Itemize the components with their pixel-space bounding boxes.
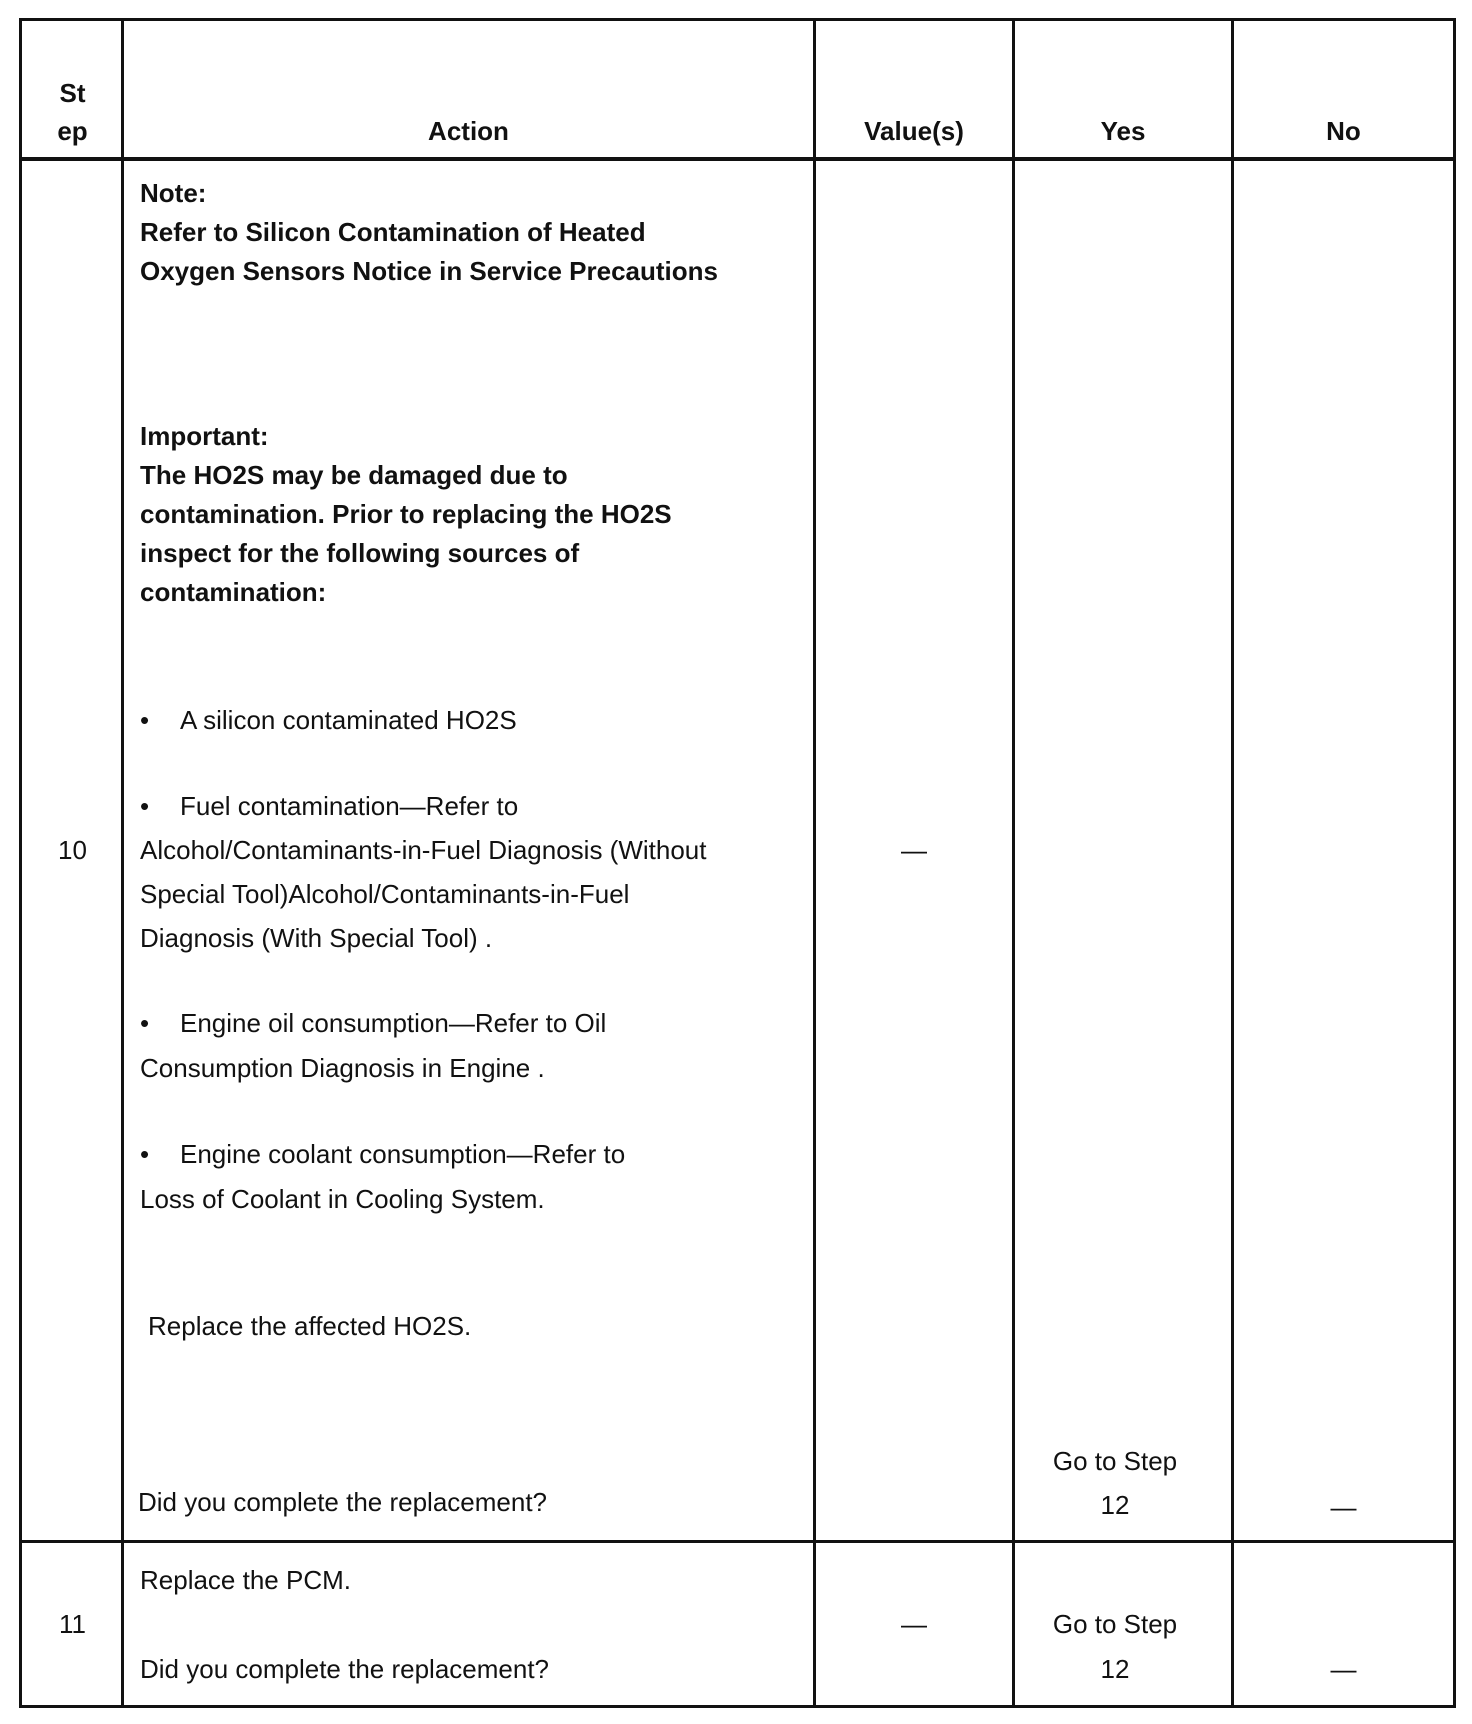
- completion-question: Did you complete the replacement?: [140, 1654, 550, 1684]
- list-item-text: A silicon contaminated HO2S: [180, 705, 517, 735]
- list-item-text: Engine oil consumption—Refer to Oil: [180, 1008, 607, 1038]
- bullet-icon: •: [140, 1008, 150, 1038]
- value-cell: —: [901, 835, 927, 865]
- important-label: Important:: [140, 421, 269, 451]
- yes-cell-line2: 12: [1100, 1490, 1130, 1520]
- column-divider-yes: [1231, 18, 1234, 1708]
- column-divider-right: [1453, 18, 1456, 1708]
- yes-cell-line2: 12: [1100, 1654, 1130, 1684]
- list-item-text: Engine coolant consumption—Refer to: [180, 1139, 626, 1169]
- bullet-icon: •: [140, 791, 150, 821]
- important-text: contamination. Prior to replacing the HO2S: [140, 499, 672, 529]
- action-instruction: Replace the PCM.: [140, 1565, 351, 1595]
- table-border-top: [20, 18, 1456, 21]
- bullet-icon: •: [140, 705, 150, 735]
- row-divider: [20, 1540, 1456, 1543]
- note-label: Note:: [140, 178, 207, 208]
- header-no: No: [1326, 116, 1361, 146]
- note-text: Oxygen Sensors Notice in Service Precautions: [140, 256, 719, 286]
- yes-cell-line1: Go to Step: [1052, 1609, 1178, 1639]
- step-number: 11: [59, 1609, 86, 1639]
- column-divider-step: [121, 18, 124, 1708]
- step-number: 10: [58, 835, 87, 865]
- list-item: [140, 1135, 625, 1174]
- link-text: Diagnosis (With Special Tool) .: [140, 923, 493, 953]
- list-item-text: Fuel contamination—Refer to: [180, 791, 519, 821]
- list-item: [140, 787, 518, 826]
- link-text: Loss of Coolant in Cooling System.: [140, 1184, 545, 1214]
- list-item: [140, 701, 517, 740]
- link-text: Special Tool)Alcohol/Contaminants-in-Fuel: [140, 879, 630, 909]
- important-text: inspect for the following sources of: [140, 538, 580, 568]
- bullet-icon: •: [140, 1139, 150, 1169]
- column-divider-left: [19, 18, 22, 1708]
- header-action: Action: [428, 116, 509, 146]
- completion-question: Did you complete the replacement?: [138, 1487, 548, 1517]
- no-cell: —: [1330, 1654, 1357, 1684]
- table-border-bottom: [20, 1705, 1456, 1708]
- no-cell: —: [1330, 1492, 1357, 1522]
- replace-instruction: Replace the affected HO2S.: [148, 1311, 472, 1341]
- header-divider: [20, 157, 1456, 161]
- header-values: Value(s): [864, 116, 964, 146]
- important-text: contamination:: [140, 577, 327, 607]
- value-cell: —: [901, 1609, 927, 1639]
- header-step-line2: ep: [57, 116, 88, 146]
- link-text: Consumption Diagnosis in Engine .: [140, 1053, 545, 1083]
- yes-cell-line1: Go to Step: [1052, 1446, 1178, 1476]
- link-text: Alcohol/Contaminants-in-Fuel Diagnosis (Without: [140, 835, 707, 865]
- list-item: [140, 1004, 606, 1043]
- header-step-line1: St: [59, 78, 86, 108]
- important-text: The HO2S may be damaged due to: [140, 460, 568, 490]
- header-yes: Yes: [1100, 116, 1146, 146]
- note-text: Refer to Silicon Contamination of Heated: [140, 217, 646, 247]
